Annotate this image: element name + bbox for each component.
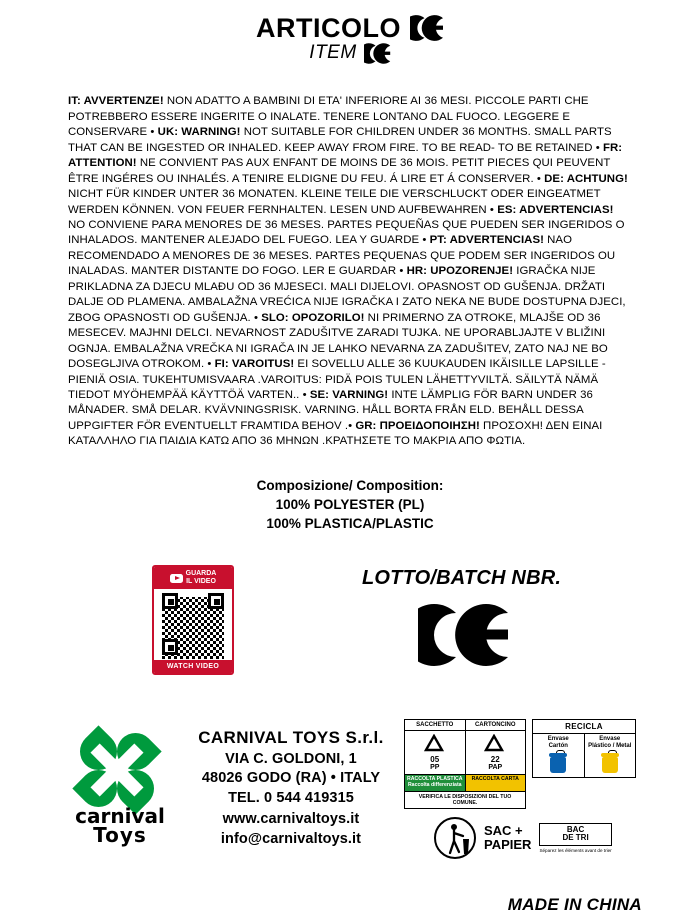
warning-text-uk: NOT SUITABLE FOR CHILDREN UNDER 36 MONTHS. SMALL PARTS THAT CAN BE INGESTED OR INHALED. KEEP AWAY FROM FIRE. TO BE READ- TO BE RETAINED • (68, 126, 612, 154)
video-badge-footer-label: WATCH VIDEO (154, 660, 232, 673)
lotto-block (362, 567, 662, 671)
clover-logo-icon (78, 731, 156, 809)
brand-logo-wordmark (74, 804, 166, 848)
spanish-recycling-table (532, 719, 636, 778)
made-in-label: MADE IN CHINA (507, 895, 642, 915)
sacchetto-col1-code: 05 (430, 755, 440, 765)
warning-text-hr: IGRAČKA NIJE PRIKLADNA ZA DJECU MLAĐU OD 36 MJESECI. MALI DIJELOVI. OPASNOST OD GUŠENJA. DRŽATI DALJE OD PLAMENA. AMBALAŽNA VREĆICA NIJE IGRAČKA I ZATO NEKA NE BUDE DOSTUPNA DJECI, ZBOG OPASNOSTI OD GUŠENJA. • (68, 265, 626, 324)
blue-bin-icon (548, 752, 568, 774)
composition-line-2: 100% PLASTICA/PLASTIC (266, 516, 434, 532)
company-address-line-2: 48026 GODO (RA) • ITALY (201, 770, 381, 787)
warning-label-fi: FI: VAROITUS! (214, 358, 295, 371)
recycling-marks-cluster (404, 719, 654, 859)
composition-heading: Composizione/ Composition: (256, 477, 444, 493)
warning-label-slo: SLO: OPOZORILO! (261, 311, 365, 324)
tidyman-icon (434, 817, 476, 859)
warning-text-de: NICHT FÜR KINDER UNTER 36 MONATEN. KLEINE TEILE DIE VERSCHLUCKT ODER EINGEATMET WERDEN KÖNNEN. VON FEUER FERNHALTEN. LESEN UND AUFBEWAHREN • (68, 188, 601, 216)
ce-mark-icon-small (364, 43, 391, 64)
warning-label-uk: UK: WARNING! (157, 126, 241, 139)
sac-papier-label (484, 824, 531, 851)
warnings-paragraph (68, 94, 632, 449)
sacchetto-col1-header: SACCHETTO (405, 720, 466, 731)
sacchetto-col1-footer-sub: Raccolta differenziata (407, 781, 462, 788)
company-address-block (176, 727, 406, 849)
moebius-loop-icon (422, 734, 448, 756)
ce-mark-icon (410, 15, 444, 41)
sacchetto-col2-code: 22 (490, 755, 500, 765)
company-address-line-1: VIA C. GOLDONI, 1 (225, 751, 357, 767)
brand-word-1: carnival (75, 804, 165, 829)
recicla-cell-plastico (585, 734, 636, 777)
moebius-loop-icon-2 (482, 734, 508, 756)
warning-label-it: IT: AVVERTENZE! (68, 95, 164, 108)
warning-label-es: ES: ADVERTENCIAS! (497, 203, 614, 216)
bac-line-2: DE TRI (562, 833, 589, 843)
header-title-it: ARTICOLO (256, 13, 401, 43)
sacchetto-col1-footer-main: RACCOLTA PLASTICA (406, 775, 463, 782)
warning-text-slo: NI PRIMERNO ZA OTROKE, MLAJŠE OD 36 MESECEV. MAJHNI DELCI. NEVARNOST ZADUŠITVE ZARADI TUJKA. NE UPORABLJAJTE V BLIŽINI OGNJA. EMBALAŽNA VREČKA NI IGRAČA IN JE LAHKO NEVARNA ZA ZADUŠITEV, ZATO NAJ NE BO DOSEGLJIVA OTROKOM. • (68, 311, 608, 371)
youtube-play-icon (170, 574, 183, 583)
company-email-link[interactable]: info@carnivaltoys.it (220, 830, 362, 847)
footer-row (0, 719, 700, 915)
video-badge-header (154, 567, 232, 589)
composition-block (0, 476, 700, 533)
warning-text-se: INTE LÄMPLIG FÖR BARN UNDER 36 MÅNADER. SMÅ DELAR. KVÄVNINGSRISK. VARNING. HÅLL BORTA FRÅN ELD. BEHÅLL DESSA UPPGIFTER FÖR EVENTUELLT FRAMTIDA BEHOV .• (68, 388, 593, 432)
sacchetto-col2-cell (466, 731, 526, 774)
company-name: CARNIVAL TOYS S.r.l. (198, 728, 384, 748)
yellow-bin-icon (600, 752, 620, 774)
video-badge-top-line-1: GUARDA (185, 570, 217, 578)
recicla-cell-carton (533, 734, 585, 777)
warning-label-hr: HR: UPOZORENJE! (406, 265, 514, 278)
recicla-header: RECICLA (533, 720, 635, 734)
warning-text-fi: EI SOVELLU ALLE 36 KUUKAUDEN IKÄISILLE LAPSILLE - PIENIÄ OSIA. TUKEHTUMISVAARA .VAROITUS: PIDÄ POIS TULEN LÄHETTYVILTÄ. SÄILYTÄ NÄMÄ TIEDOT MYÖHEMPÄÄ KÄYTTÖÄ VARTEN.. • (68, 358, 606, 401)
lotto-title: LOTTO/BATCH NBR. (362, 567, 562, 590)
italian-recycling-table (404, 719, 526, 809)
brand-logo (78, 729, 156, 809)
sacchetto-col1-material: PP (430, 764, 440, 772)
sacchetto-note: VERIFICA LE DISPOSIZIONI DEL TUO COMUNE. (405, 791, 525, 808)
recicla-cell1-line2: Cartón (548, 743, 568, 750)
sacchetto-col1-footer (405, 775, 466, 791)
sac-papier-line-1: SAC + (484, 823, 523, 839)
warning-text-it: NON ADATTO A BAMBINI DI ETA' INFERIORE AI 36 MESI. PICCOLE PARTI CHE POTREBBERO ESSERE INGERITE O INALATE. TENERE LONTANO DAL FUOCO. LEGGERE E CONSERVARE • (68, 95, 589, 139)
sacchetto-col2-header: CARTONCINO (466, 720, 526, 731)
warning-text-es: NO CONVIENE PARA MENORES DE 36 MESES. PARTES PEQUEÑAS QUE PUEDEN SER INGERIDOS O INHALADOS. MANTENER ALEJADO DEL FUEGO. LEA Y GUARDE • (68, 218, 625, 247)
bac-de-tri-box (539, 823, 611, 846)
composition-line-1: 100% POLYESTER (PL) (275, 496, 425, 512)
header-title-en-row (0, 43, 700, 64)
sac-papier-line-2: PAPIER (484, 836, 532, 852)
warning-text-fr: NE CONVIENT PAS AUX ENFANT DE MOINS DE 36 MOIS. PETIT PIECES QUI PEUVENT ÊTRE INGÉRES OU INHALÉS. A TENIRE ELDIGNE DU FEU. Á LIRE ET Á CONSERVER. • (68, 157, 611, 185)
recicla-cell2-line1: Envase (599, 736, 621, 743)
sacchetto-col1-cell (405, 731, 466, 774)
video-badge-top-line-2: IL VIDEO (186, 578, 216, 586)
bac-de-tri-note: Séparez les éléments avant de trier (539, 847, 612, 853)
warning-label-de: DE: ACHTUNG! (544, 172, 628, 185)
company-website-link[interactable]: www.carnivaltoys.it (222, 811, 360, 828)
warning-label-gr: GR: ΠΡΟΕΙΔΟΠΟΙΗΣΗ! (355, 419, 480, 432)
brand-word-2: Toys (93, 823, 147, 848)
sacchetto-col2-footer: RACCOLTA CARTA (466, 775, 526, 791)
recicla-cell2-line2: Plástico / Metal (588, 743, 632, 750)
recicla-cell1-line1: Envase (547, 736, 569, 743)
watch-video-badge[interactable] (152, 565, 234, 675)
warning-text-gr: ΠΡΟΣΟΧΗ! ΔΕΝ ΕΙΝΑΙ ΚΑΤΑΛΛΗΛΟ ΓΙΑ ΠΑΙΔΙΑ ΚΑΤΩ ΑΠΟ 36 ΜΗΝΩΝ .ΚΡΑΤΗΣΕΤΕ ΤΟ ΜΑΚΡΙΑ ΑΠΟ ΦΩΤΙΑ. (68, 419, 603, 448)
document-header (0, 0, 700, 64)
header-title-it-row (0, 14, 700, 42)
sacchetto-col2-material: PAP (488, 764, 503, 772)
middle-row (0, 557, 700, 707)
bac-line-1: BAC (566, 824, 585, 834)
ce-mark-large-icon (418, 604, 662, 671)
warning-label-pt: PT: ADVERTENCIAS! (429, 234, 544, 247)
header-title-en: ITEM (309, 42, 357, 64)
warning-text-pt: NAO RECOMENDADO A MENORES DE 36 MESES. PARTES PEQUENAS QUE PODEM SER INGERIDOS OU INALADAS. MANTER DISTANTE DO FOGO. LER E GUARDAR • (68, 234, 616, 278)
qr-code-icon[interactable] (162, 593, 224, 655)
french-recycling-mark (404, 817, 654, 859)
company-phone: TEL. 0 544 419315 (228, 789, 354, 806)
warning-label-se: SE: VARNING! (309, 388, 389, 401)
warning-label-fr: FR: ATTENTION! (68, 141, 623, 170)
bac-de-tri-block (539, 823, 611, 853)
